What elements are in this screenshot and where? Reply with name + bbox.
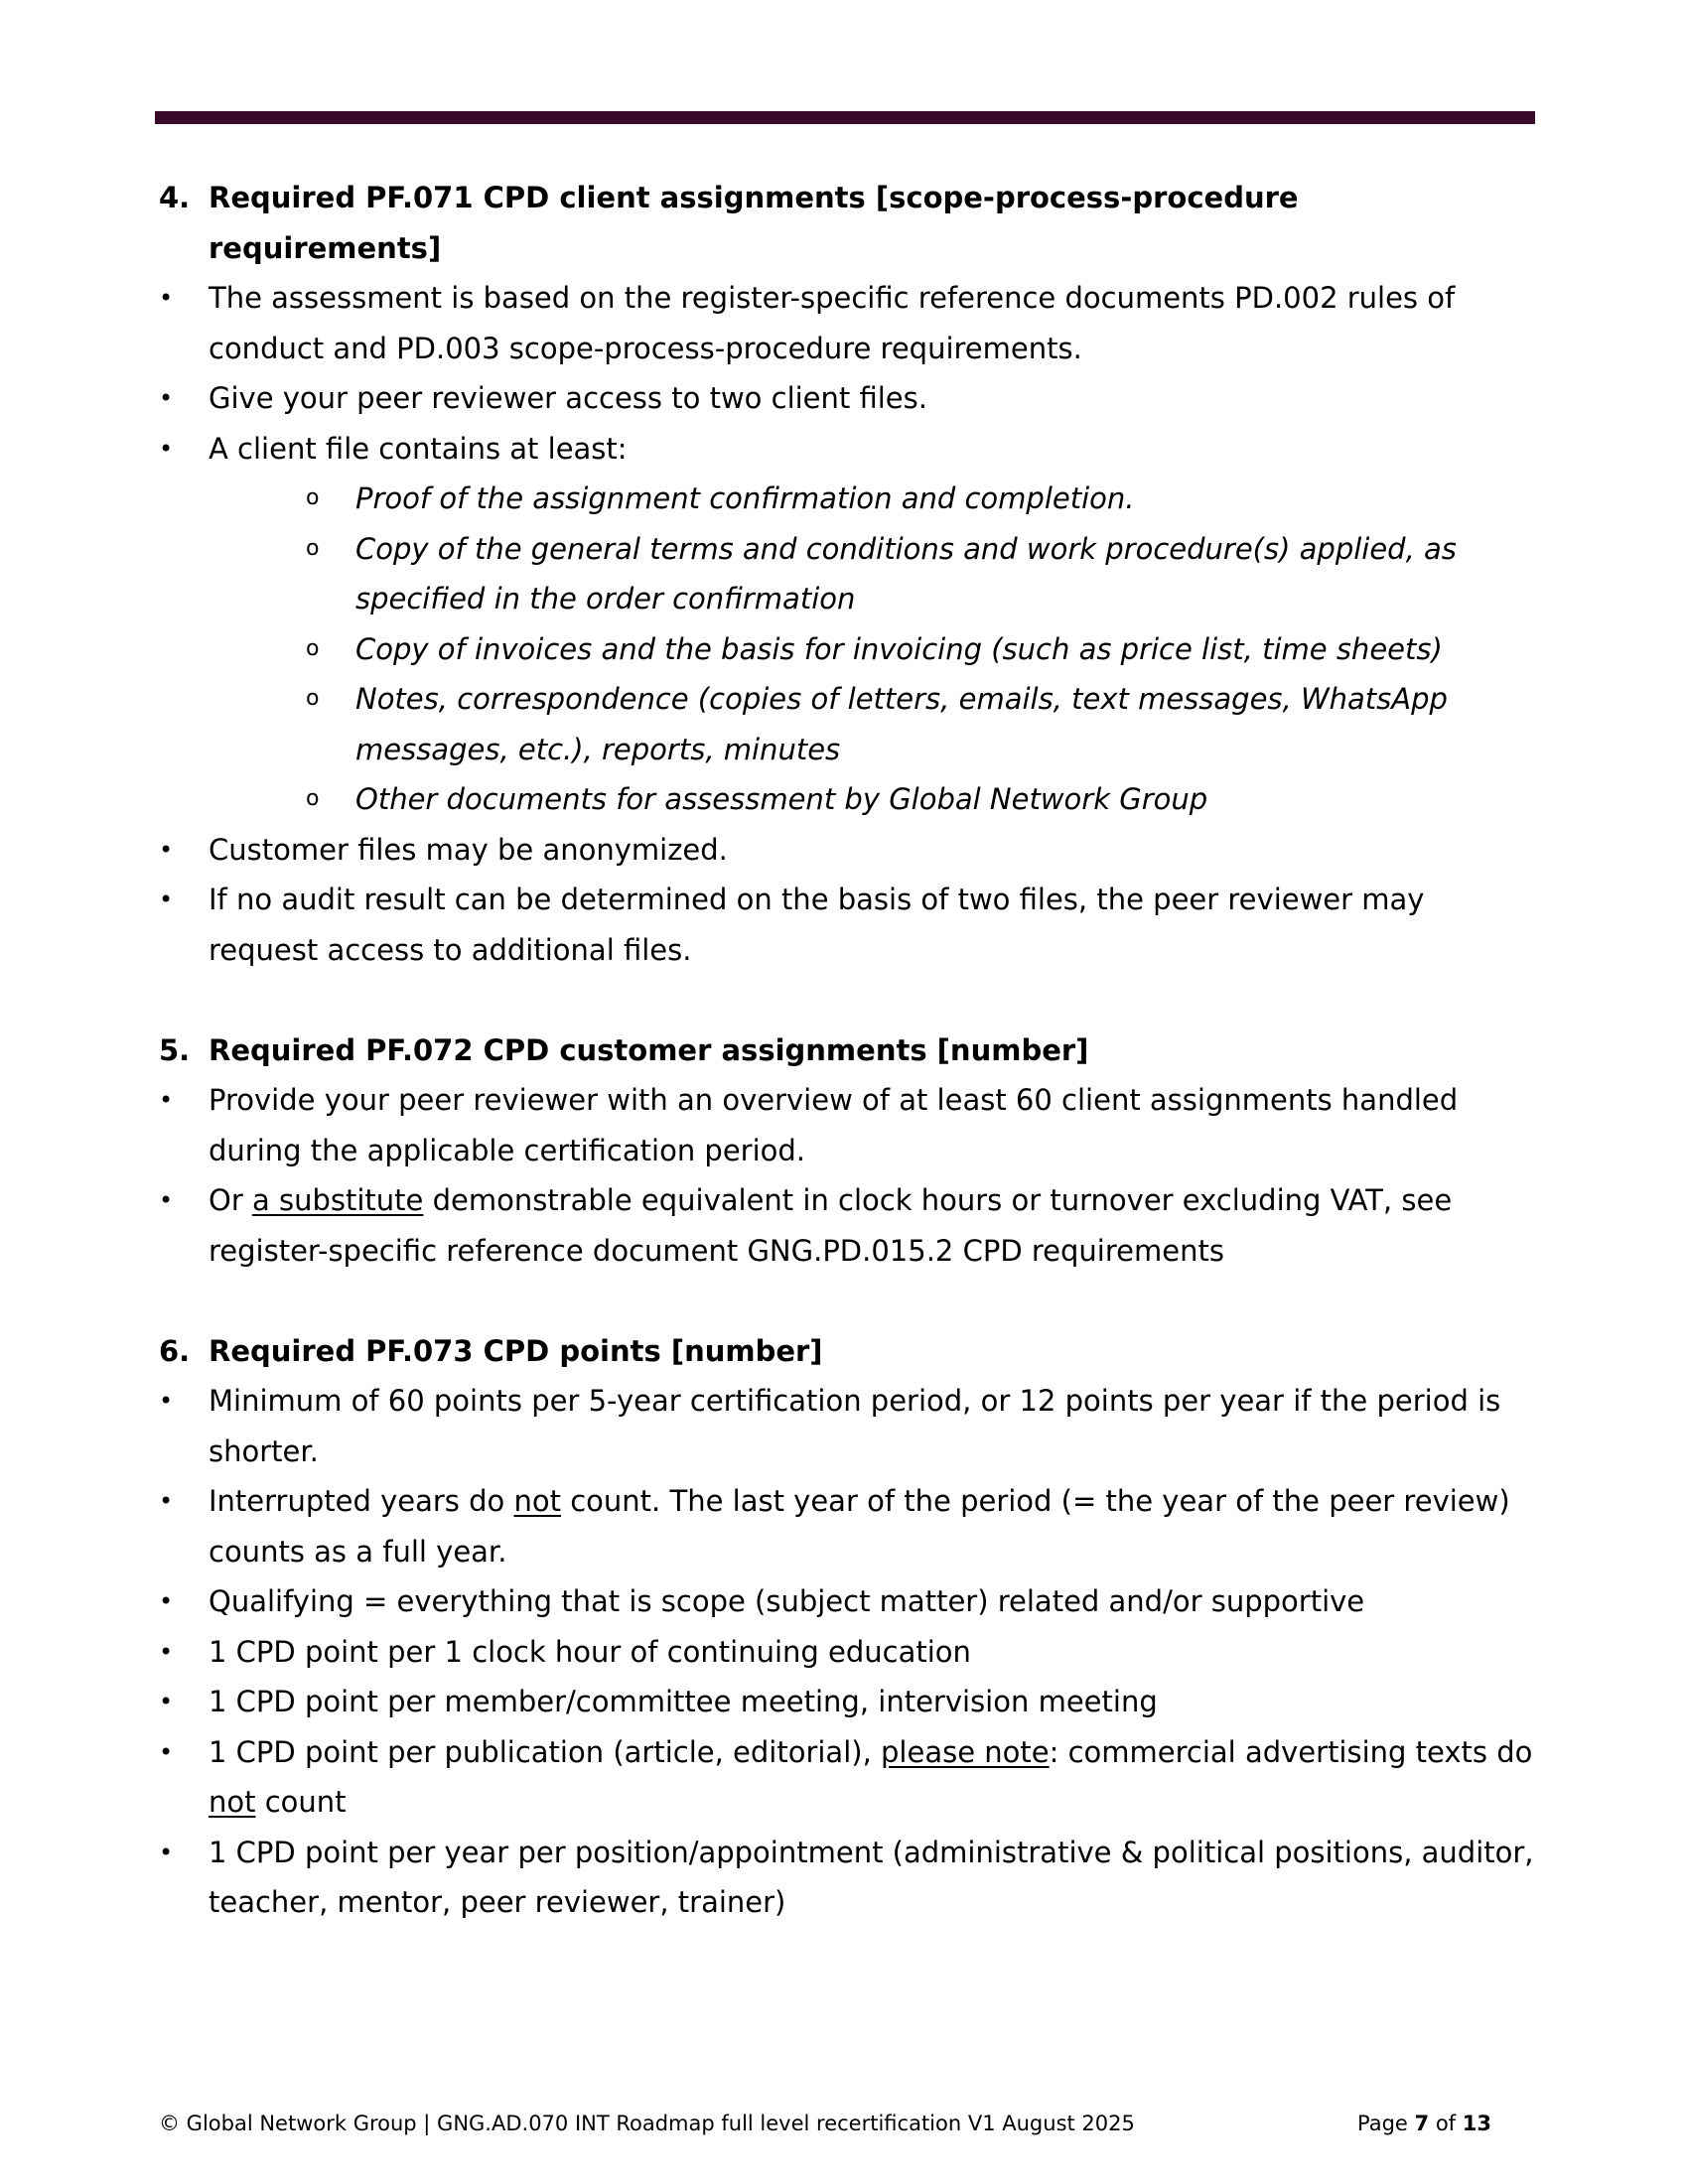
sub-list-item — [159, 674, 1539, 774]
list-item — [159, 825, 1539, 876]
bullet-icon: • — [159, 1387, 174, 1415]
section-number: 5. — [159, 1032, 191, 1067]
underlined-text: please note — [881, 1734, 1050, 1769]
list-item-text: Customer files may be anonymized. — [209, 832, 728, 867]
circle-bullet-icon: o — [306, 485, 320, 510]
list-item-text: Qualifying = everything that is scope (subject matter) related and/or supportive — [209, 1584, 1365, 1618]
sub-list-item-text: Proof of the assignment confirmation and completion. — [355, 481, 1135, 515]
bullet-icon: • — [159, 1688, 174, 1715]
list-item — [159, 1075, 1539, 1175]
list-item — [159, 1828, 1539, 1928]
bullet-icon: • — [159, 1086, 174, 1114]
list-item-text: 1 CPD point per year per position/appointment (administrative & political positions, auditor, teacher, mentor, peer reviewer, trainer) — [209, 1835, 1534, 1919]
bullet-icon: • — [159, 1186, 174, 1214]
section-number: 6. — [159, 1333, 191, 1368]
section-title: Required PF.071 CPD client assignments [scope-process-procedure requirements] — [209, 181, 1299, 265]
sub-list-item-text: Copy of invoices and the basis for invoicing (such as price list, time sheets) — [355, 631, 1443, 666]
bullet-icon: • — [159, 1487, 174, 1515]
section-5-heading — [159, 1025, 1539, 1076]
list-item-text: Provide your peer reviewer with an overview of at least 60 client assignments handled during the applicable certification period. — [209, 1083, 1459, 1167]
sub-list-item — [159, 624, 1539, 675]
circle-bullet-icon: o — [306, 535, 320, 561]
list-item — [159, 1727, 1539, 1828]
underlined-text: not — [513, 1484, 562, 1518]
underlined-text: not — [209, 1785, 256, 1819]
bullet-icon: • — [159, 1737, 174, 1766]
section-title: Required PF.073 CPD points [number] — [209, 1333, 823, 1368]
section-6-heading — [159, 1326, 1539, 1377]
list-item-text: 1 CPD point per 1 clock hour of continuing education — [209, 1634, 971, 1669]
circle-bullet-icon: o — [306, 686, 320, 711]
list-item — [159, 1476, 1539, 1576]
list-item-text: Interrupted years do not count. The last year of the period (= the year of the peer review) counts as a full year. — [209, 1484, 1510, 1569]
bullet-icon: • — [159, 835, 174, 864]
list-item — [159, 373, 1539, 424]
list-item-text: Give your peer reviewer access to two client files. — [209, 381, 927, 415]
list-item-text: Or a substitute demonstrable equivalent in clock hours or turnover excluding VAT, see register-specific reference document GNG.PD.015.2 CPD requirements — [209, 1183, 1453, 1268]
sub-list-item-text: Notes, correspondence (copies of letters, emails, text messages, WhatsApp messages, etc.), reports, minutes — [355, 682, 1448, 766]
list-item — [159, 424, 1539, 475]
sub-list-item — [159, 474, 1539, 524]
bullet-icon: • — [159, 284, 174, 312]
bullet-icon: • — [159, 886, 174, 913]
list-item — [159, 1576, 1539, 1627]
list-item-text: 1 CPD point per publication (article, editorial), please note: commercial advertising texts do not count — [209, 1734, 1533, 1819]
section-title: Required PF.072 CPD customer assignments [number] — [209, 1032, 1089, 1067]
list-item — [159, 1627, 1539, 1678]
list-item — [159, 1175, 1539, 1276]
sub-list-item — [159, 524, 1539, 624]
section-number: 4. — [159, 181, 191, 214]
page-number: Page 7 of 13 — [1356, 2112, 1491, 2135]
list-item-text: A client file contains at least: — [209, 431, 628, 466]
circle-bullet-icon: o — [306, 786, 320, 811]
circle-bullet-icon: o — [306, 635, 320, 661]
sub-list-item-text: Other documents for assessment by Global Network Group — [355, 782, 1208, 816]
bullet-icon: • — [159, 434, 174, 463]
list-item — [159, 1677, 1539, 1727]
page-footer — [159, 2109, 1491, 2138]
footer-copyright: © Global Network Group | GNG.AD.070 INT Roadmap full level recertification V1 August 2025 — [159, 2112, 1135, 2135]
sub-list-item-text: Copy of the general terms and conditions and work procedure(s) applied, as specified in the order confirmation — [355, 531, 1457, 615]
section-4-heading — [159, 173, 1539, 273]
list-item — [159, 1376, 1539, 1476]
list-item-text: If no audit result can be determined on the basis of two files, the peer reviewer may request access to additional files. — [209, 883, 1425, 967]
list-item-text: 1 CPD point per member/committee meeting, intervision meeting — [209, 1685, 1158, 1718]
list-item-text: The assessment is based on the register-specific reference documents PD.002 rules of conduct and PD.003 scope-process-procedure requirements. — [209, 281, 1456, 365]
underlined-text: a substitute — [251, 1183, 424, 1217]
list-item — [159, 273, 1539, 373]
header-rule — [155, 111, 1535, 124]
list-item — [159, 875, 1539, 975]
sub-list-item — [159, 774, 1539, 825]
document-body — [159, 173, 1539, 1928]
bullet-icon: • — [159, 1838, 174, 1866]
list-item-text: Minimum of 60 points per 5-year certification period, or 12 points per year if the period is shorter. — [209, 1384, 1501, 1468]
bullet-icon: • — [159, 1587, 174, 1615]
bullet-icon: • — [159, 1637, 174, 1666]
bullet-icon: • — [159, 384, 174, 412]
